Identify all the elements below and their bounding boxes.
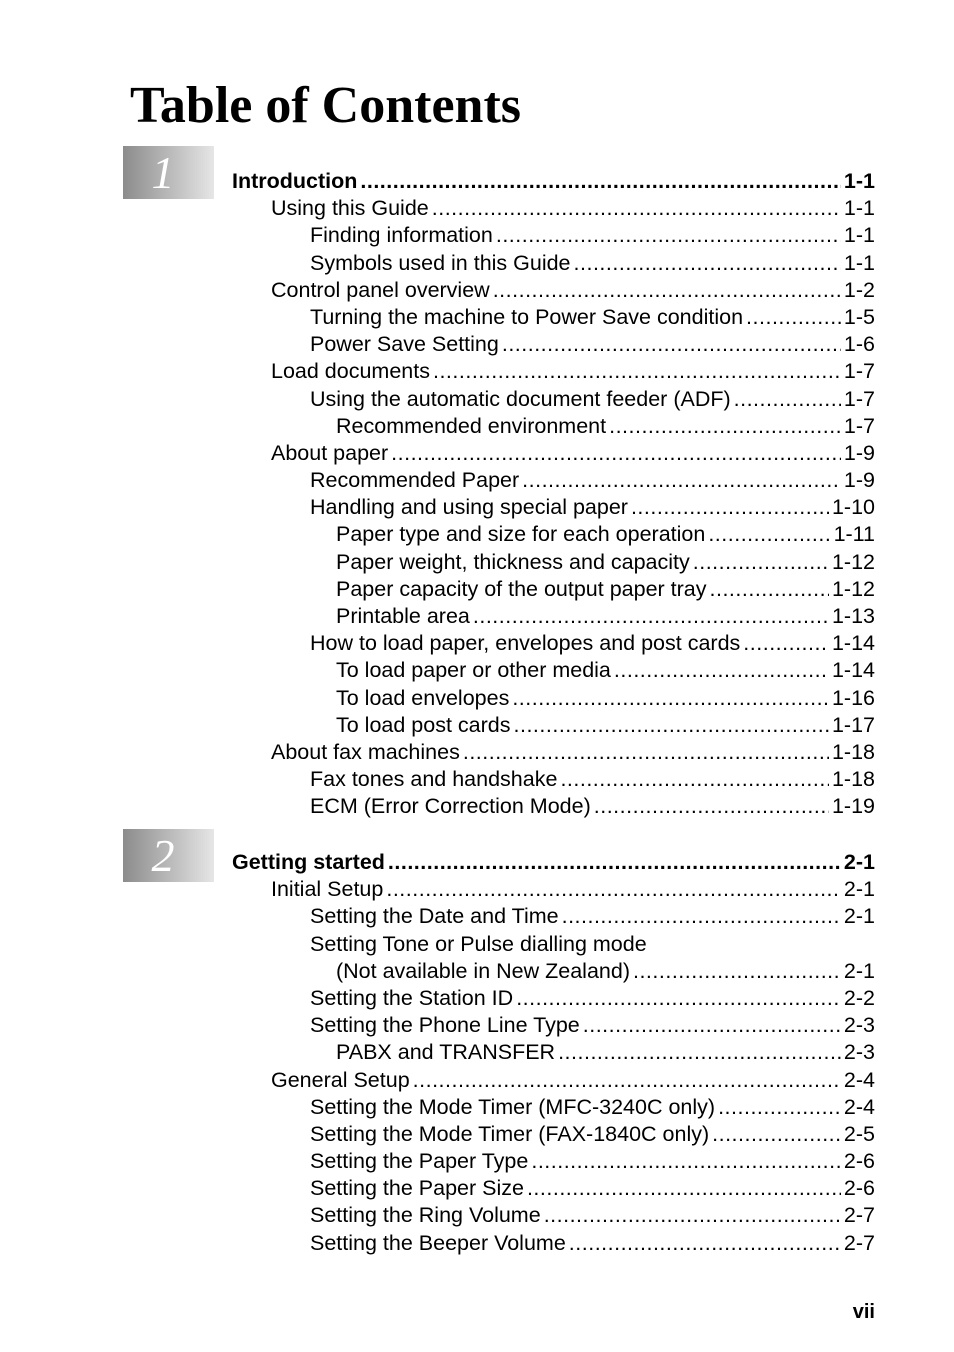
toc-entry[interactable] xyxy=(336,958,875,985)
toc-entry-title: To load envelopes xyxy=(336,685,510,710)
toc-dot-leader xyxy=(531,1148,841,1175)
toc-entry[interactable] xyxy=(310,985,875,1012)
toc-row xyxy=(0,521,954,548)
toc-entry[interactable] xyxy=(271,358,875,385)
toc-entry-page: 2-7 xyxy=(843,1230,875,1255)
toc-entry-page: 2-7 xyxy=(843,1203,875,1228)
toc-entry-page: 1-18 xyxy=(831,739,875,764)
toc-dot-leader xyxy=(693,549,829,576)
toc-entry-title: (Not available in New Zealand) xyxy=(336,958,630,983)
toc-entry-page: 1-9 xyxy=(843,468,875,493)
toc-entry[interactable] xyxy=(310,1094,875,1121)
toc-entry-page: 2-3 xyxy=(843,1013,875,1038)
toc-row xyxy=(0,304,954,331)
toc-entry[interactable] xyxy=(336,1039,875,1066)
toc-entry[interactable] xyxy=(336,576,875,603)
toc-row xyxy=(0,766,954,793)
toc-row xyxy=(0,876,954,903)
toc-dot-leader xyxy=(746,304,841,331)
toc-row xyxy=(0,1094,954,1121)
toc-entry-title: Symbols used in this Guide xyxy=(310,250,571,275)
toc-entry-title: Paper weight, thickness and capacity xyxy=(336,549,690,574)
toc-entry-title: Setting the Beeper Volume xyxy=(310,1230,566,1255)
toc-row xyxy=(0,277,954,304)
toc-entry[interactable] xyxy=(271,277,875,304)
toc-entry-title: Finding information xyxy=(310,223,493,248)
chapter-number: 2 xyxy=(151,830,175,881)
toc-entry[interactable] xyxy=(271,876,875,903)
toc-dot-leader xyxy=(432,195,841,222)
toc-row xyxy=(0,958,954,985)
toc-row xyxy=(0,440,954,467)
toc-row xyxy=(0,985,954,1012)
toc-dot-leader xyxy=(718,1094,841,1121)
toc-dot-leader xyxy=(558,1039,841,1066)
toc-chapter-entry[interactable] xyxy=(232,168,875,195)
toc-entry[interactable] xyxy=(336,657,875,684)
toc-dot-leader xyxy=(560,766,829,793)
toc-entry-page: 1-16 xyxy=(831,685,875,710)
toc-row xyxy=(0,657,954,684)
toc-dot-leader xyxy=(574,250,841,277)
toc-row xyxy=(0,630,954,657)
toc-entry[interactable] xyxy=(271,1067,875,1094)
toc-row xyxy=(0,549,954,576)
toc-entry-page: 1-18 xyxy=(831,767,875,792)
toc-chapter-entry[interactable] xyxy=(232,849,875,876)
chapter-number: 1 xyxy=(151,147,175,198)
toc-entry-title: Fax tones and handshake xyxy=(310,767,558,792)
toc-entry-title: Setting Tone or Pulse dialling mode xyxy=(310,931,647,956)
toc-row xyxy=(0,576,954,603)
toc-entry-page: 1-9 xyxy=(843,440,875,465)
toc-entry[interactable] xyxy=(310,931,875,958)
toc-entry-title: Handling and using special paper xyxy=(310,495,628,520)
toc-entry-page: 2-4 xyxy=(843,1094,875,1119)
toc-dot-leader xyxy=(544,1202,841,1229)
toc-row xyxy=(0,386,954,413)
toc-entry[interactable] xyxy=(271,440,875,467)
toc-row xyxy=(0,603,954,630)
toc-row xyxy=(0,168,954,195)
toc-entry[interactable] xyxy=(310,1202,875,1229)
toc-entry[interactable] xyxy=(310,1012,875,1039)
toc-entry[interactable] xyxy=(310,494,875,521)
toc-entry-title: Setting the Phone Line Type xyxy=(310,1013,580,1038)
toc-dot-leader xyxy=(583,1012,841,1039)
toc-entry-page: 1-6 xyxy=(843,332,875,357)
toc-entry-title: Paper capacity of the output paper tray xyxy=(336,576,707,601)
toc-entry-title: Using the automatic document feeder (ADF) xyxy=(310,386,731,411)
toc-entry-page: 2-1 xyxy=(843,850,875,874)
toc-dot-leader xyxy=(463,739,829,766)
toc-entry-title: Power Save Setting xyxy=(310,332,499,357)
toc-entry[interactable] xyxy=(336,712,875,739)
toc-row xyxy=(0,195,954,222)
toc-entry-title: About paper xyxy=(271,440,389,465)
toc-entry-title: Setting the Station ID xyxy=(310,985,514,1010)
toc-entry-page: 2-1 xyxy=(843,877,875,902)
toc-entry-title: About fax machines xyxy=(271,739,460,764)
toc-entry-page: 1-10 xyxy=(831,495,875,520)
toc-row xyxy=(0,413,954,440)
toc-entry[interactable] xyxy=(310,386,875,413)
page-title: Table of Contents xyxy=(130,77,522,134)
toc-row xyxy=(0,1175,954,1202)
toc-dot-leader xyxy=(562,903,841,930)
toc-entry-title: Load documents xyxy=(271,359,430,384)
toc-entry[interactable] xyxy=(336,603,875,630)
toc-entry-page: 1-14 xyxy=(831,631,875,656)
toc-row xyxy=(0,250,954,277)
toc-dot-leader xyxy=(502,331,841,358)
toc-dot-leader xyxy=(633,958,841,985)
toc-row xyxy=(0,222,954,249)
toc-entry-title: Introduction xyxy=(232,169,358,193)
toc-entry-page: 1-1 xyxy=(843,169,875,193)
toc-entry-page: 2-4 xyxy=(843,1067,875,1092)
toc-dot-leader xyxy=(712,1121,841,1148)
toc-dot-leader xyxy=(386,876,841,903)
toc-dot-leader xyxy=(743,630,829,657)
toc-row xyxy=(0,849,954,876)
toc-entry-page: 1-7 xyxy=(843,386,875,411)
toc-entry[interactable] xyxy=(271,739,875,766)
toc-entry-page: 1-1 xyxy=(843,196,875,221)
toc-entry-title: How to load paper, envelopes and post cards xyxy=(310,631,741,656)
toc-entry-title: Setting the Paper Size xyxy=(310,1176,524,1201)
toc-row xyxy=(0,467,954,494)
page-number: vii xyxy=(852,1301,875,1323)
toc-entry[interactable] xyxy=(336,521,875,548)
toc-entry[interactable] xyxy=(310,766,875,793)
toc-entry-page: 2-6 xyxy=(843,1176,875,1201)
toc-entry[interactable] xyxy=(310,793,875,820)
toc-entry-page: 1-2 xyxy=(843,277,875,302)
toc-dot-leader xyxy=(413,1067,841,1094)
toc-dot-leader xyxy=(516,985,841,1012)
toc-entry-title: Initial Setup xyxy=(271,877,384,902)
toc-row xyxy=(0,1148,954,1175)
toc-row xyxy=(0,793,954,820)
toc-entry-title: Setting the Mode Timer (MFC-3240C only) xyxy=(310,1094,716,1119)
toc-row xyxy=(0,331,954,358)
toc-entry-page: 2-1 xyxy=(843,904,875,929)
toc-entry[interactable] xyxy=(310,304,875,331)
toc-entry-page: 2-1 xyxy=(843,958,875,983)
toc-row xyxy=(0,1121,954,1148)
toc-entry-page: 1-19 xyxy=(831,794,875,819)
chapter-2-toc xyxy=(0,849,954,1257)
toc-entry[interactable] xyxy=(310,903,875,930)
toc-entry-page: 1-5 xyxy=(843,304,875,329)
toc-dot-leader xyxy=(496,222,841,249)
toc-entry-title: General Setup xyxy=(271,1067,410,1092)
toc-entry-title: Setting the Paper Type xyxy=(310,1149,529,1174)
toc-entry-title: Turning the machine to Power Save condition xyxy=(310,304,744,329)
toc-entry[interactable] xyxy=(336,685,875,712)
toc-dot-leader xyxy=(527,1175,841,1202)
toc-row xyxy=(0,685,954,712)
toc-entry-title: To load paper or other media xyxy=(336,658,611,683)
toc-dot-leader xyxy=(734,386,841,413)
toc-entry-page: 1-11 xyxy=(833,522,875,547)
toc-entry-title: Setting the Date and Time xyxy=(310,904,559,929)
toc-entry-title: PABX and TRANSFER xyxy=(336,1040,556,1065)
toc-entry-title: Paper type and size for each operation xyxy=(336,522,706,547)
toc-row xyxy=(0,739,954,766)
toc-dot-leader xyxy=(391,440,841,467)
toc-dot-leader xyxy=(594,793,829,820)
toc-entry[interactable] xyxy=(310,467,875,494)
toc-dot-leader xyxy=(514,712,829,739)
toc-row xyxy=(0,1067,954,1094)
toc-entry-title: Setting the Mode Timer (FAX-1840C only) xyxy=(310,1121,710,1146)
toc-entry[interactable] xyxy=(336,413,875,440)
toc-entry[interactable] xyxy=(310,1175,875,1202)
toc-entry-page: 2-2 xyxy=(843,985,875,1010)
toc-entry-page: 2-5 xyxy=(843,1121,875,1146)
toc-entry-page: 1-1 xyxy=(843,223,875,248)
toc-entry-title: Getting started xyxy=(232,850,385,874)
toc-dot-leader xyxy=(710,576,829,603)
toc-dot-leader xyxy=(493,277,841,304)
toc-dot-leader xyxy=(631,494,829,521)
toc-dot-leader xyxy=(609,413,841,440)
toc-row xyxy=(0,494,954,521)
chapter-1-toc xyxy=(0,168,954,821)
toc-dot-leader xyxy=(388,849,841,876)
toc-dot-leader xyxy=(522,467,841,494)
toc-entry[interactable] xyxy=(310,222,875,249)
toc-dot-leader xyxy=(512,685,829,712)
toc-entry-title: To load post cards xyxy=(336,712,511,737)
toc-entry-title: Printable area xyxy=(336,604,470,628)
toc-row xyxy=(0,1012,954,1039)
toc-entry-page: 2-6 xyxy=(843,1149,875,1174)
toc-entry[interactable] xyxy=(310,1148,875,1175)
toc-row xyxy=(0,1202,954,1229)
toc-entry[interactable] xyxy=(310,1230,875,1257)
toc-row xyxy=(0,1230,954,1257)
toc-row xyxy=(0,712,954,739)
toc-entry-page: 2-3 xyxy=(843,1040,875,1065)
toc-entry-page: 1-7 xyxy=(843,359,875,384)
toc-entry-title: Recommended environment xyxy=(336,413,607,438)
toc-row xyxy=(0,903,954,930)
toc-entry[interactable] xyxy=(310,250,875,277)
toc-dot-leader xyxy=(473,603,829,630)
toc-entry[interactable] xyxy=(336,549,875,576)
toc-dot-leader xyxy=(614,657,829,684)
toc-entry[interactable] xyxy=(310,331,875,358)
toc-entry-page: 1-12 xyxy=(831,576,875,601)
toc-entry[interactable] xyxy=(310,630,875,657)
toc-entry-title: ECM (Error Correction Mode) xyxy=(310,794,591,819)
toc-entry-title: Recommended Paper xyxy=(310,468,520,493)
toc-dot-leader xyxy=(360,168,841,195)
toc-dot-leader xyxy=(569,1230,841,1257)
toc-entry-page: 1-1 xyxy=(843,250,875,275)
toc-entry-page: 1-12 xyxy=(831,549,875,574)
toc-entry-title: Using this Guide xyxy=(271,196,429,221)
toc-entry-page: 1-13 xyxy=(831,604,875,628)
toc-entry[interactable] xyxy=(271,195,875,222)
toc-entry-title: Control panel overview xyxy=(271,277,490,302)
toc-row xyxy=(0,931,954,958)
toc-entry-page: 1-17 xyxy=(831,712,875,737)
toc-entry-page: 1-7 xyxy=(843,413,875,438)
toc-entry-title: Setting the Ring Volume xyxy=(310,1203,541,1228)
toc-dot-leader xyxy=(433,358,841,385)
toc-entry[interactable] xyxy=(310,1121,875,1148)
toc-row xyxy=(0,358,954,385)
toc-entry-page: 1-14 xyxy=(831,658,875,683)
toc-row xyxy=(0,1039,954,1066)
toc-dot-leader xyxy=(708,521,830,548)
